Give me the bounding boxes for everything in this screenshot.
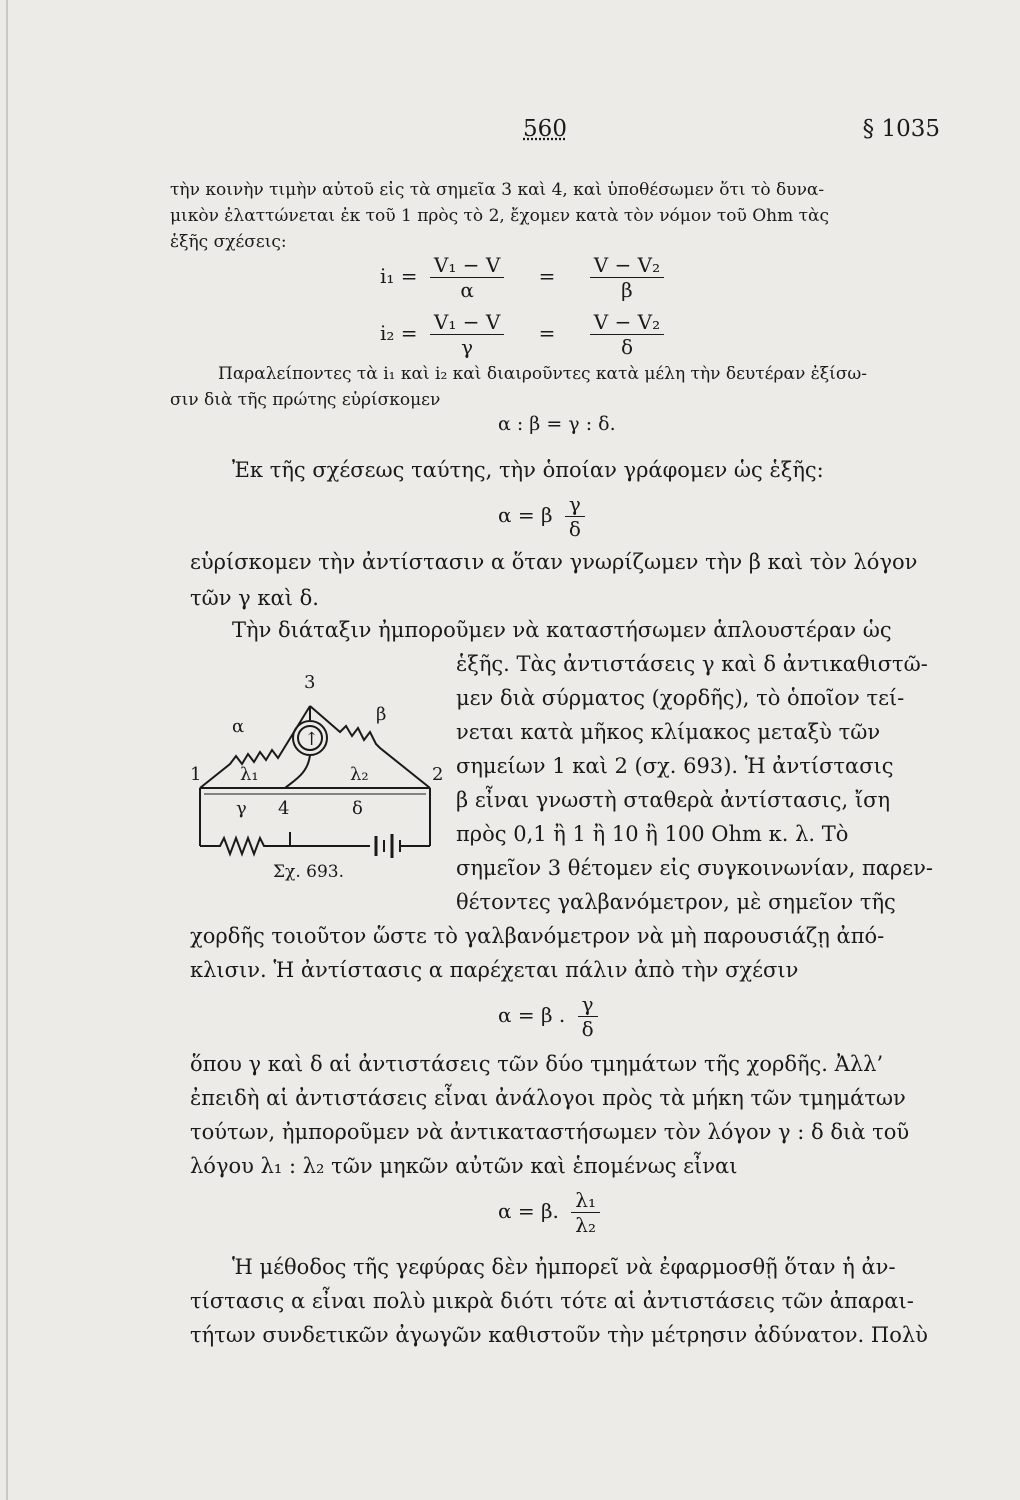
equation-i1: i₁ = $\frac{\text{V₁ − V}}{\alpha}$ = $\frac{\text{V − V₂}}{\beta}$ [380,253,670,302]
text-line: ἑξῆς. Τὰς ἀντιστάσεις γ καὶ δ ἀντικαθιστῶ- [456,652,928,676]
equation-i2: i₂ = $\frac{\text{V₁ − V}}{\gamma}$ = $\frac{\text{V − V₂}}{\delta}$ [380,310,670,359]
page-fold [6,0,8,1500]
label-lambda2: λ₂ [350,764,369,785]
label-gamma: γ [236,798,247,819]
equation-ratio: α : β = γ : δ. [498,413,616,435]
text-line: κλισιν. Ἡ ἀντίστασις α παρέχεται πάλιν ἀπὸ τὴν σχέσιν [190,958,799,982]
fraction: $\frac{\gamma}{\delta}$ [565,492,585,541]
text-line: τῶν γ καὶ δ. [190,586,319,610]
text-line: β εἶναι γνωστὴ σταθερὰ ἀντίστασις, ἴση [456,788,891,812]
eq-lhs: i₂ = [380,321,418,345]
text-line: τὴν κοινὴν τιμὴν αὐτοῦ εἰς τὰ σημεῖα 3 καὶ 4, καὶ ὑποθέσωμεν ὅτι τὸ δυνα- [170,180,825,200]
label-alpha: α [232,716,245,737]
text-line: τίστασις α εἶναι πολὺ μικρὰ διότι τότε αἱ ἀντιστάσεις τῶν ἀπαραι- [190,1289,914,1313]
text-line: Τὴν διάταξιν ἠμποροῦμεν νὰ καταστήσωμεν ἁπλουστέραν ὡς [232,618,892,642]
text-line: σημεῖον 3 θέτομεν εἰς συγκοινωνίαν, παρεν- [456,856,934,880]
figure-caption: Σχ. 693. [273,862,344,882]
fraction: $\frac{\text{V₁ − V}}{\alpha}$ [430,253,504,302]
label-lambda1: λ₁ [240,764,259,785]
text-line: πρὸς 0,1 ἢ 1 ἢ 10 ἢ 100 Ohm κ. λ. Τὸ [456,822,849,846]
text-line: μεν διὰ σύρματος (χορδῆς), τὸ ὁποῖον τεί- [456,686,905,710]
page-number: 560 [523,116,567,142]
text-line: τήτων συνδετικῶν ἀγωγῶν καθιστοῦν τὴν μέτρησιν ἀδύνατον. Πολὺ [190,1323,928,1347]
text-line: μικὸν ἐλαττώνεται ἐκ τοῦ 1 πρὸς τὸ 2, ἔχομεν κατὰ τὸν νόμον τοῦ Ohm τὰς [170,206,830,226]
label-node-4: 4 [278,798,290,819]
text-line: χορδῆς τοιοῦτον ὥστε τὸ γαλβανόμετρον νὰ μὴ παρουσιάζῃ ἀπό- [190,924,885,948]
label-node-2: 2 [432,764,444,785]
text-line: σιν διὰ τῆς πρώτης εὑρίσκομεν [170,390,441,410]
fraction: $\frac{\text{V₁ − V}}{\gamma}$ [430,310,504,359]
label-node-1: 1 [190,764,202,785]
fraction: $\frac{\gamma}{\delta}$ [578,992,598,1041]
text-line: Ἡ μέθοδος τῆς γεφύρας δὲν ἠμπορεῖ νὰ ἐφαρμοσθῇ ὅταν ἡ ἀν- [232,1255,896,1279]
equation-alpha: α = β $\frac{\gamma}{\delta}$ [498,492,591,541]
fraction: $\frac{\text{λ₁}}{\text{λ₂}}$ [571,1188,600,1237]
text-line: ὅπου γ καὶ δ αἱ ἀντιστάσεις τῶν δύο τμημάτων τῆς χορδῆς. Ἀλλ’ [190,1052,884,1076]
label-node-3: 3 [304,672,316,693]
text-line: ἐπειδὴ αἱ ἀντιστάσεις εἶναι ἀνάλογοι πρὸς τὰ μήκη τῶν τμημάτων [190,1086,906,1110]
text-line: θέτοντες γαλβανόμετρον, μὲ σημεῖον τῆς [456,890,896,914]
text-line: νεται κατὰ μῆκος κλίμακος μεταξὺ τῶν [456,720,881,744]
rheostat [200,832,370,854]
section-number: § 1035 [862,116,940,142]
equation-alpha-lambda: α = β. $\frac{\text{λ₁}}{\text{λ₂}}$ [498,1188,606,1237]
text-line: Ἐκ τῆς σχέσεως ταύτης, τὴν ὁποίαν γράφομεν ὡς ἑξῆς: [232,458,824,482]
fraction: $\frac{\text{V − V₂}}{\delta}$ [590,310,664,359]
galvanometer-arrow-icon: ↑ [304,729,320,750]
text-line: τούτων, ἠμποροῦμεν νὰ ἀντικαταστήσωμεν τὸν λόγον γ : δ διὰ τοῦ [190,1120,910,1144]
text-line: Παραλείποντες τὰ i₁ καὶ i₂ καὶ διαιροῦντες κατὰ μέλη τὴν δευτέραν ἐξίσω- [218,364,868,384]
text-line: λόγου λ₁ : λ₂ τῶν μηκῶν αὐτῶν καὶ ἑπομένως εἶναι [190,1154,738,1178]
galvanometer-lead-bottom [285,755,310,788]
label-beta: β [376,704,387,725]
fraction: $\frac{\text{V − V₂}}{\beta}$ [590,253,664,302]
text-line: σημείων 1 καὶ 2 (σχ. 693). Ἡ ἀντίστασις [456,754,894,778]
label-delta: δ [352,798,363,819]
text-line: ἑξῆς σχέσεις: [170,232,287,252]
resistor-beta [310,706,430,788]
eq-lhs: i₁ = [380,264,418,288]
text-line: εὑρίσκομεν τὴν ἀντίστασιν α ὅταν γνωρίζωμεν τὴν β καὶ τὸν λόγον [190,550,918,574]
equation-alpha-2: α = β . $\frac{\gamma}{\delta}$ [498,992,604,1041]
